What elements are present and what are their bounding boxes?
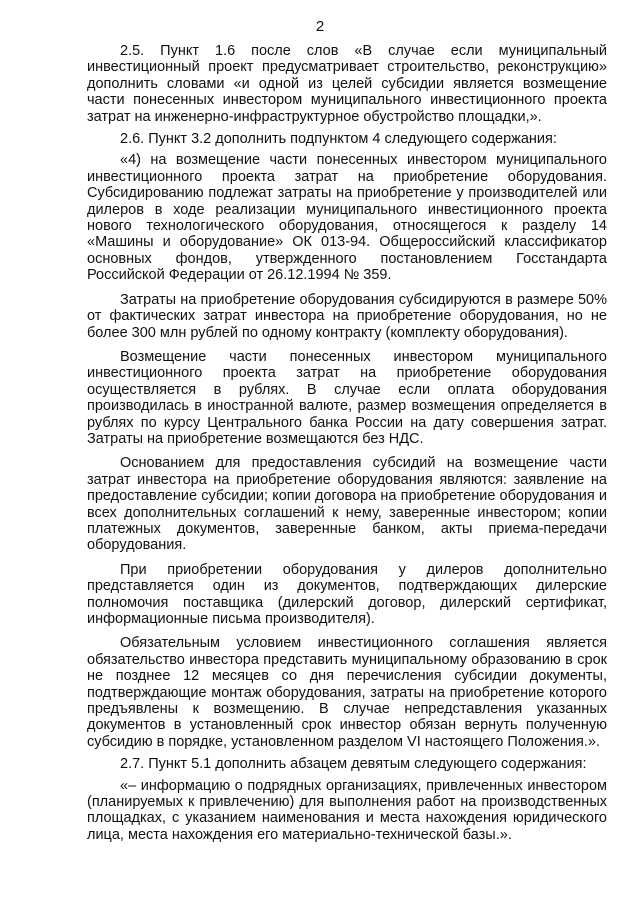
paragraph-subsidy-rate: Затраты на приобретение оборудования субсидируются в размере 50% от фактических затрат инвестора на приобретение оборудования, но не более 300 млн рублей по одному контракту (комплекту оборудования).	[87, 291, 607, 341]
paragraph-2-5: 2.5. Пункт 1.6 после слов «В случае если муниципальный инвестиционный проект предусматривает строительство, реконструкцию» дополнить словами «и одной из целей субсидии является возмещение части понесенных инвестором муниципального инвестиционного проекта затрат на инженерно-инфраструктурное обустройство площадки,».	[87, 43, 607, 125]
document-body	[87, 43, 607, 849]
paragraph-subitem-4: «4) на возмещение части понесенных инвестором муниципального инвестиционного проекта затрат на приобретение оборудования. Субсидированию подлежат затраты на приобретение у производителей или дилеров в ходе реализации муниципального инвестиционного проекта нового технологического оборудования, относящегося к разделу 14 «Машины и оборудование» ОК 013-94. Общероссийский классификатор основных фондов, утвержденного постановлением Госстандарта Российской Федерации от 26.12.1994 № 359.	[87, 152, 607, 284]
paragraph-grounds: Основанием для предоставления субсидий на возмещение части затрат инвестора на приобретение оборудования являются: заявление на предоставление субсидии; копии договора на приобретение оборудования и всех дополнительных соглашений к нему, заверенные инвестором; копии платежных документов, заверенные банком, акты приема-передачи оборудования.	[87, 455, 607, 554]
paragraph-dealers: При приобретении оборудования у дилеров дополнительно представляется один из документов, подтверждающих дилерские полномочия поставщика (дилерский договор, дилерский сертификат, информационные письма производителя).	[87, 561, 607, 627]
page-number: 2	[315, 18, 325, 35]
paragraph-contractors-info: «– информацию о подрядных организациях, привлеченных инвестором (планируемых к привлечению) для выполнения работ на производственных площадках, с указанием наименования и места нахождения юридического лица, места нахождения его материально-технической базы.».	[87, 777, 607, 843]
paragraph-2-6: 2.6. Пункт 3.2 дополнить подпунктом 4 следующего содержания:	[120, 130, 557, 147]
paragraph-2-7: 2.7. Пункт 5.1 дополнить абзацем девятым следующего содержания:	[120, 755, 587, 772]
paragraph-reimbursement-currency: Возмещение части понесенных инвестором муниципального инвестиционного проекта затрат на приобретение оборудования осуществляется в рублях. В случае если оплата оборудования производилась в иностранной валюте, размер возмещения определяется в рублях по курсу Центрального банка России на дату совершения затрат. Затраты на приобретение возмещаются без НДС.	[87, 348, 607, 447]
paragraph-mandatory-condition: Обязательным условием инвестиционного соглашения является обязательство инвестора представить муниципальному образованию в срок не позднее 12 месяцев со дня перечисления субсидии документы, подтверждающие монтаж оборудования, затраты на приобретение которого предъявлены к возмещению. В случае непредставления указанных документов в установленный срок инвестор обязан вернуть полученную субсидию в порядке, установленном разделом VI настоящего Положения.».	[87, 635, 607, 750]
